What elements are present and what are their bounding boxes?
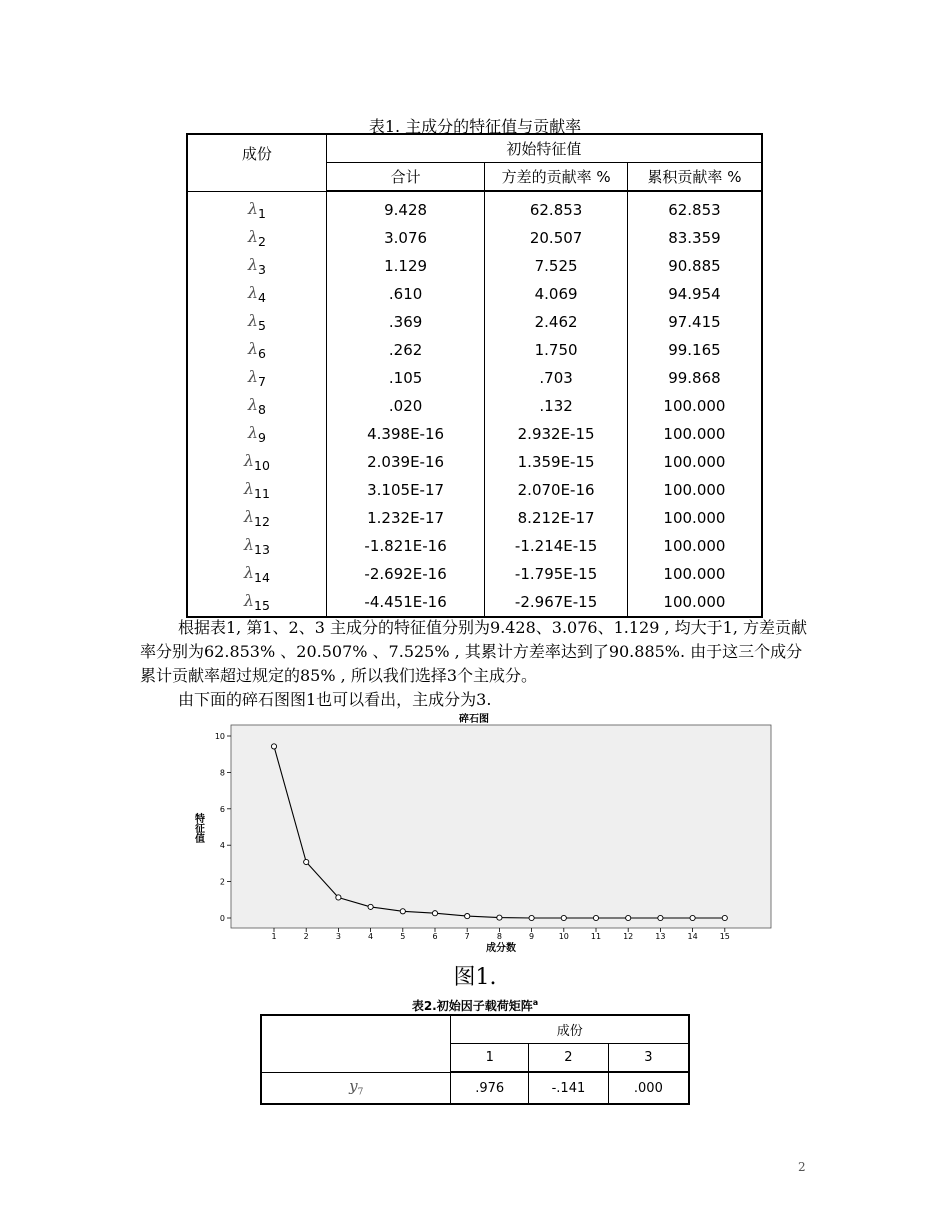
lambda-index: 14 bbox=[254, 570, 270, 585]
table-row bbox=[187, 588, 762, 617]
data-point bbox=[722, 915, 727, 920]
total-cell: -4.451E-16 bbox=[326, 588, 484, 617]
x-tick-label: 8 bbox=[496, 932, 502, 941]
total-cell: .610 bbox=[326, 280, 484, 308]
cumulative-cell: 100.000 bbox=[627, 476, 762, 504]
table-row bbox=[187, 504, 762, 532]
lambda-index: 7 bbox=[258, 374, 266, 389]
component-cell bbox=[187, 420, 326, 448]
table-row bbox=[261, 1072, 689, 1104]
lambda-symbol: λ bbox=[247, 227, 259, 246]
x-tick-label: 9 bbox=[529, 932, 535, 941]
variance-cell: 4.069 bbox=[485, 280, 628, 308]
component-cell bbox=[187, 476, 326, 504]
t2-column-header: 3 bbox=[608, 1044, 689, 1073]
lambda-symbol: λ bbox=[243, 563, 255, 582]
variable-cell bbox=[261, 1072, 451, 1104]
paragraph-1: 根据表1, 第1、2、3 主成分的特征值分别为9.428、3.076、1.129 , 均大于1, 方差贡献率分别为62.853% 、20.507% 、7.525% , 其累计方差率达到了90.885%. 由于这三个成分累计贡献率超过规定的85% , 所以我们选择3个主成分。 bbox=[140, 618, 808, 685]
variable-symbol: y bbox=[349, 1077, 358, 1096]
y-axis-label: 特征值 bbox=[192, 813, 204, 843]
data-point bbox=[690, 915, 695, 920]
figure-caption: 图1. bbox=[453, 965, 497, 990]
t2-corner bbox=[261, 1015, 451, 1072]
lambda-symbol: λ bbox=[247, 339, 259, 358]
total-cell: 1.232E-17 bbox=[326, 504, 484, 532]
table1-caption: 表1. 主成分的特征值与贡献率 bbox=[368, 117, 582, 136]
lambda-index: 6 bbox=[258, 346, 266, 361]
cumulative-cell: 100.000 bbox=[627, 504, 762, 532]
lambda-index: 4 bbox=[258, 290, 266, 305]
table-row bbox=[187, 336, 762, 364]
lambda-index: 5 bbox=[258, 318, 266, 333]
chart-title: 碎石图 bbox=[459, 714, 489, 725]
y-tick-label: 4 bbox=[219, 841, 225, 851]
lambda-symbol: λ bbox=[243, 451, 255, 470]
t2-component-header: 成份 bbox=[451, 1015, 689, 1044]
lambda-symbol: λ bbox=[247, 311, 259, 330]
y-tick-label: 2 bbox=[219, 877, 225, 887]
cumulative-cell: 100.000 bbox=[627, 588, 762, 617]
component-cell bbox=[187, 532, 326, 560]
lambda-index: 15 bbox=[254, 598, 270, 613]
lambda-index: 8 bbox=[258, 402, 266, 417]
data-point bbox=[271, 744, 276, 749]
cumulative-cell: 100.000 bbox=[627, 420, 762, 448]
table-row bbox=[187, 308, 762, 336]
component-header: 成份 bbox=[187, 134, 326, 191]
component-cell bbox=[187, 252, 326, 280]
data-point bbox=[465, 913, 470, 918]
data-point bbox=[368, 904, 373, 909]
total-cell: 9.428 bbox=[326, 191, 484, 224]
table-row bbox=[187, 476, 762, 504]
lambda-symbol: λ bbox=[247, 395, 259, 414]
component-cell bbox=[187, 336, 326, 364]
component-cell bbox=[187, 392, 326, 420]
lambda-index: 10 bbox=[254, 458, 270, 473]
data-point bbox=[529, 915, 534, 920]
lambda-symbol: λ bbox=[243, 507, 255, 526]
lambda-symbol: λ bbox=[243, 591, 255, 610]
table2-caption-text: 表2.初始因子载荷矩阵 bbox=[411, 999, 533, 1013]
lambda-index: 11 bbox=[254, 486, 270, 501]
cumulative-cell: 94.954 bbox=[627, 280, 762, 308]
page-number: 2 bbox=[798, 1160, 806, 1174]
lambda-symbol: λ bbox=[247, 367, 259, 386]
variance-header: 方差的贡献率 % bbox=[485, 163, 628, 192]
total-cell: 1.129 bbox=[326, 252, 484, 280]
table-row bbox=[187, 224, 762, 252]
total-cell: .020 bbox=[326, 392, 484, 420]
table-row bbox=[187, 191, 762, 224]
total-cell: .369 bbox=[326, 308, 484, 336]
table-row bbox=[187, 252, 762, 280]
x-tick-label: 11 bbox=[590, 932, 602, 941]
x-tick-label: 15 bbox=[719, 932, 730, 941]
cumulative-cell: 99.165 bbox=[627, 336, 762, 364]
data-point bbox=[626, 915, 631, 920]
x-tick-label: 5 bbox=[400, 932, 406, 941]
data-point bbox=[304, 859, 309, 864]
x-tick-label: 14 bbox=[687, 932, 698, 941]
variable-index: 7 bbox=[357, 1088, 364, 1099]
total-cell: .262 bbox=[326, 336, 484, 364]
loading-cell: -.141 bbox=[529, 1072, 609, 1104]
variance-cell: 1.359E-15 bbox=[485, 448, 628, 476]
component-cell bbox=[187, 308, 326, 336]
table-row bbox=[187, 392, 762, 420]
total-cell: .105 bbox=[326, 364, 484, 392]
data-point bbox=[336, 895, 341, 900]
data-point bbox=[658, 915, 663, 920]
total-cell: 3.076 bbox=[326, 224, 484, 252]
lambda-symbol: λ bbox=[243, 535, 255, 554]
lambda-index: 9 bbox=[258, 430, 266, 445]
variance-cell: 2.070E-16 bbox=[485, 476, 628, 504]
table-row bbox=[187, 280, 762, 308]
variance-cell: 2.462 bbox=[485, 308, 628, 336]
loading-cell: .976 bbox=[451, 1072, 529, 1104]
loading-matrix-table bbox=[260, 1014, 690, 1105]
data-point bbox=[400, 909, 405, 914]
total-cell: 3.105E-17 bbox=[326, 476, 484, 504]
variance-cell: -2.967E-15 bbox=[485, 588, 628, 617]
data-point bbox=[561, 915, 566, 920]
variance-cell: 1.750 bbox=[485, 336, 628, 364]
cumulative-cell: 90.885 bbox=[627, 252, 762, 280]
lambda-index: 1 bbox=[258, 205, 266, 221]
x-tick-label: 2 bbox=[303, 932, 309, 941]
t2-column-header: 1 bbox=[451, 1044, 529, 1073]
variance-cell: 7.525 bbox=[485, 252, 628, 280]
cumulative-cell: 83.359 bbox=[627, 224, 762, 252]
x-tick-label: 13 bbox=[655, 932, 666, 941]
eigenvalue-table bbox=[186, 133, 763, 618]
cumulative-cell: 62.853 bbox=[627, 191, 762, 224]
lambda-symbol: λ bbox=[247, 198, 259, 218]
variance-cell: -1.214E-15 bbox=[485, 532, 628, 560]
component-cell bbox=[187, 560, 326, 588]
cumulative-header: 累积贡献率 % bbox=[627, 163, 762, 192]
variance-cell: 2.932E-15 bbox=[485, 420, 628, 448]
lambda-symbol: λ bbox=[247, 423, 259, 442]
t2-column-header: 2 bbox=[529, 1044, 609, 1073]
total-cell: -1.821E-16 bbox=[326, 532, 484, 560]
total-header: 合计 bbox=[326, 163, 484, 192]
component-cell bbox=[187, 588, 326, 617]
component-cell bbox=[187, 448, 326, 476]
lambda-index: 12 bbox=[254, 514, 270, 529]
table-row bbox=[187, 560, 762, 588]
total-cell: 2.039E-16 bbox=[326, 448, 484, 476]
cumulative-cell: 100.000 bbox=[627, 448, 762, 476]
paragraph-2: 由下面的碎石图图1也可以看出，主成分为3. bbox=[178, 690, 492, 709]
table-row bbox=[187, 364, 762, 392]
lambda-symbol: λ bbox=[247, 255, 259, 274]
x-axis-label: 成分数 bbox=[486, 943, 516, 954]
data-point bbox=[593, 915, 598, 920]
table-row bbox=[187, 532, 762, 560]
table2-caption-sup: a bbox=[532, 998, 539, 1007]
x-tick-label: 3 bbox=[335, 932, 341, 941]
table-row bbox=[187, 420, 762, 448]
lambda-index: 2 bbox=[258, 234, 266, 249]
initial-eigenvalues-header: 初始特征值 bbox=[326, 134, 762, 163]
loading-cell: .000 bbox=[608, 1072, 689, 1104]
y-tick-label: 0 bbox=[219, 914, 225, 923]
component-cell bbox=[187, 280, 326, 308]
y-tick-label: 6 bbox=[219, 804, 225, 814]
data-point bbox=[497, 915, 502, 920]
variance-cell: 8.212E-17 bbox=[485, 504, 628, 532]
component-cell bbox=[187, 504, 326, 532]
lambda-symbol: λ bbox=[243, 479, 255, 498]
cumulative-cell: 100.000 bbox=[627, 532, 762, 560]
cumulative-cell: 100.000 bbox=[627, 392, 762, 420]
lambda-symbol: λ bbox=[247, 283, 259, 302]
total-cell: -2.692E-16 bbox=[326, 560, 484, 588]
total-cell: 4.398E-16 bbox=[326, 420, 484, 448]
variance-cell: .132 bbox=[485, 392, 628, 420]
variance-cell: -1.795E-15 bbox=[485, 560, 628, 588]
component-cell bbox=[187, 364, 326, 392]
scree-plot bbox=[186, 713, 776, 958]
cumulative-cell: 100.000 bbox=[627, 560, 762, 588]
lambda-index: 13 bbox=[254, 542, 270, 557]
table2-caption bbox=[0, 997, 950, 1014]
lambda-index: 3 bbox=[258, 262, 266, 277]
x-tick-label: 12 bbox=[623, 932, 634, 941]
component-cell bbox=[187, 224, 326, 252]
x-tick-label: 7 bbox=[464, 932, 470, 941]
x-tick-label: 6 bbox=[432, 932, 438, 941]
x-tick-label: 10 bbox=[558, 932, 569, 941]
x-tick-label: 1 bbox=[271, 932, 277, 941]
component-cell bbox=[187, 191, 326, 224]
y-tick-label: 10 bbox=[214, 732, 225, 741]
cumulative-cell: 99.868 bbox=[627, 364, 762, 392]
y-tick-label: 8 bbox=[219, 768, 225, 778]
x-tick-label: 4 bbox=[368, 932, 374, 941]
cumulative-cell: 97.415 bbox=[627, 308, 762, 336]
data-point bbox=[432, 911, 437, 916]
variance-cell: .703 bbox=[485, 364, 628, 392]
variance-cell: 62.853 bbox=[485, 191, 628, 224]
plot-area bbox=[231, 725, 771, 928]
table-row bbox=[187, 448, 762, 476]
variance-cell: 20.507 bbox=[485, 224, 628, 252]
